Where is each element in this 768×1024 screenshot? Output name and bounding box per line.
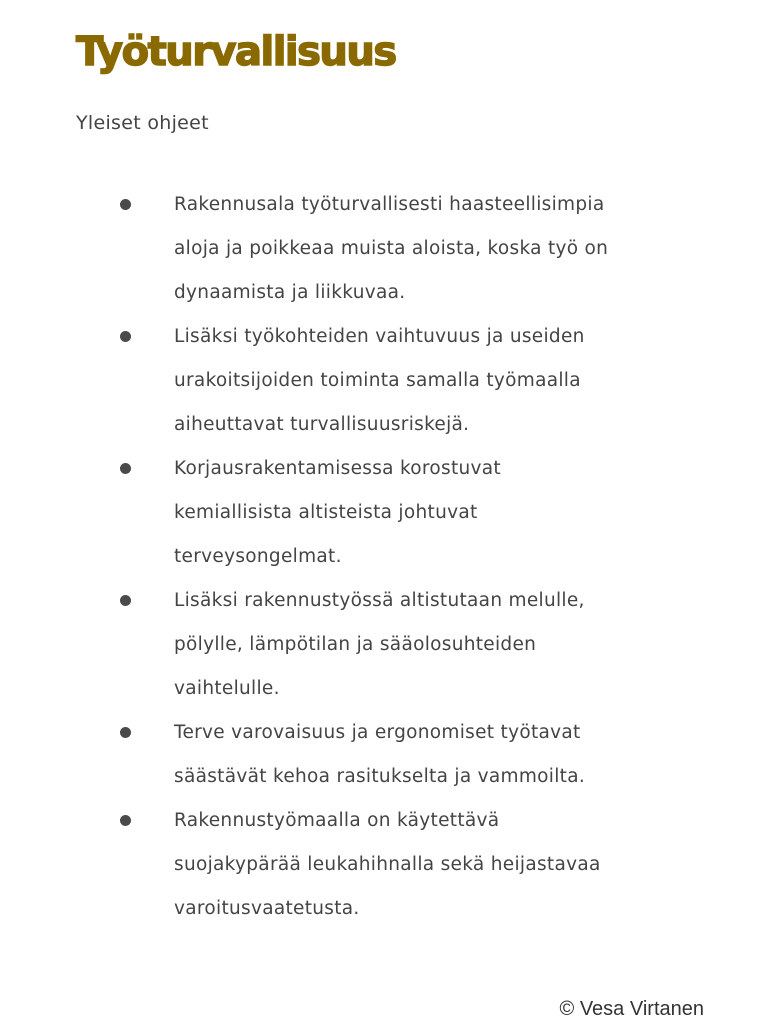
copyright-notice: © Vesa Virtanen xyxy=(559,998,704,1020)
bullet-line: kemiallisista altisteista johtuvat xyxy=(174,502,478,523)
bullet-line: terveysongelmat. xyxy=(174,546,342,567)
bullet-item xyxy=(0,183,768,315)
bullet-dot-icon xyxy=(120,595,131,606)
bullet-item xyxy=(0,315,768,447)
bullet-line: vaihtelulle. xyxy=(174,678,280,699)
page-title: Työturvallisuus xyxy=(76,29,396,75)
bullet-line: suojakypärää leukahihnalla sekä heijastavaa xyxy=(174,854,601,875)
bullet-line: Korjausrakentamisessa korostuvat xyxy=(174,458,501,479)
bullet-line: säästävät kehoa rasitukselta ja vammoilta. xyxy=(174,766,586,787)
bullet-dot-icon xyxy=(120,727,131,738)
bullet-line: Lisäksi työkohteiden vaihtuvuus ja useiden xyxy=(174,326,585,347)
bullet-line: dynaamista ja liikkuvaa. xyxy=(174,282,406,303)
bullet-item xyxy=(0,579,768,711)
bullet-line: aloja ja poikkeaa muista aloista, koska työ on xyxy=(174,238,609,259)
bullet-item xyxy=(0,447,768,579)
bullet-line: aiheuttavat turvallisuusriskejä. xyxy=(174,414,470,435)
bullet-dot-icon xyxy=(120,463,131,474)
bullet-dot-icon xyxy=(120,815,131,826)
bullet-line: Lisäksi rakennustyössä altistutaan melulle, xyxy=(174,590,585,611)
bullet-line: pölylle, lämpötilan ja sääolosuhteiden xyxy=(174,634,537,655)
bullet-line: urakoitsijoiden toiminta samalla työmaalla xyxy=(174,370,581,391)
bullet-line: Rakennustyömaalla on käytettävä xyxy=(174,810,500,831)
bullet-dot-icon xyxy=(120,331,131,342)
bullet-line: Terve varovaisuus ja ergonomiset työtavat xyxy=(174,722,581,743)
bullet-line: varoitusvaatetusta. xyxy=(174,898,360,919)
bullet-list xyxy=(0,183,768,931)
bullet-line: Rakennusala työturvallisesti haasteellisimpia xyxy=(174,194,605,215)
bullet-item xyxy=(0,711,768,799)
bullet-item xyxy=(0,799,768,931)
page-subtitle: Yleiset ohjeet xyxy=(76,112,209,134)
bullet-dot-icon xyxy=(120,199,131,210)
